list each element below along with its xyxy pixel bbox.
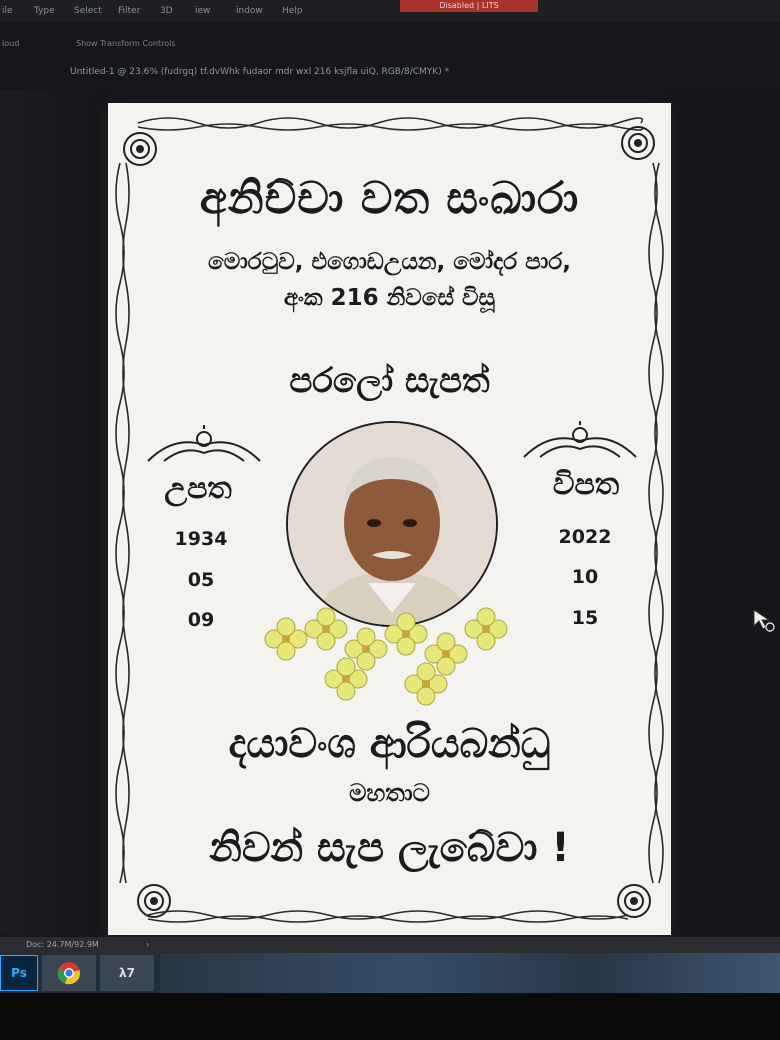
options-bar [0,36,780,54]
address-line-1: මොරටුව, එගොඩඋයන, මෝදර පාර, [208,249,571,275]
death-month: 10 [571,566,599,588]
frangipani-flowers-icon [256,599,536,709]
monitor-bezel [0,993,780,1040]
menu-3d[interactable]: 3D [160,6,173,16]
menu-window[interactable]: indow [236,6,263,16]
status-arrow[interactable]: › [146,940,150,949]
menu-type[interactable]: Type [34,6,55,16]
show-transform-controls-checkbox[interactable]: Show Transform Controls [76,39,176,48]
death-day: 15 [571,607,599,629]
deceased-name: දයාවංශ ආරියබන්ධු [228,721,551,767]
birth-month: 05 [187,569,215,591]
menu-filter[interactable]: Filter [118,6,141,16]
death-year: 2022 [558,526,612,548]
menu-file[interactable]: ile [2,6,13,16]
address-line-2: අංක 216 නිවසේ විසූ [283,285,496,311]
nirvana-wish: නිවන් සැප ලැබේවා ! [209,825,570,871]
taskbar [0,953,780,993]
left-ornament-icon [144,425,264,465]
poster-artboard[interactable] [108,103,671,935]
chrome-icon [57,961,81,985]
canvas-shade [0,90,100,935]
birth-year: 1934 [174,528,228,550]
cursor-icon [752,608,778,634]
menu-select[interactable]: Select [74,6,102,16]
disabled-badge: Disabled | LITS [400,0,538,12]
status-bar [0,937,780,953]
menu-view[interactable]: iew [195,6,211,16]
taskbar-reflection [160,953,780,993]
passed-away-heading: පරලෝ සැපත් [289,361,490,401]
birth-day: 09 [187,609,215,631]
doc-size-readout: Doc: 24.7M/92.9M [26,940,99,949]
honorific: මහතාට [349,779,430,807]
menu-help[interactable]: Help [282,6,303,16]
right-ornament-icon [520,421,640,461]
menu-bar [0,0,780,22]
chrome-taskbar-button[interactable] [42,955,96,991]
document-tab[interactable]: Untitled-1 @ 23.6% (fudrgq) tf.dvWhk fudaor mdr wxl 216 ksjfla uiQ, RGB/8/CMYK) * [70,67,450,77]
option-left-label[interactable]: loud [2,39,20,48]
death-label: විපත [552,467,620,502]
birth-label: උපත [164,471,232,506]
third-taskbar-button[interactable]: λ7 [100,955,154,991]
poster-title: අනිච්චා වත සංඛාරා [199,173,580,224]
portrait-photo [286,421,498,627]
person-icon [288,423,496,625]
photoshop-taskbar-button[interactable]: Ps [0,955,38,991]
